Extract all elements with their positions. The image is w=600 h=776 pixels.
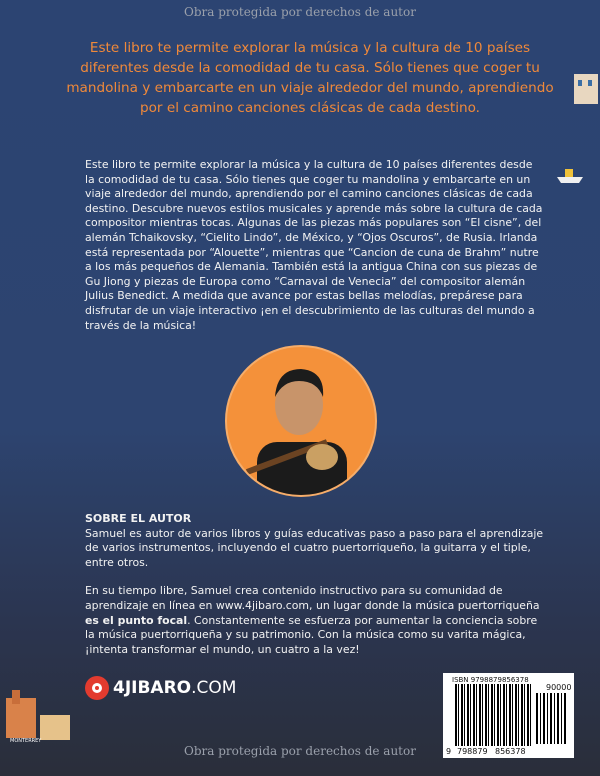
logo-rest: .COM	[191, 678, 237, 698]
description-text: Este libro te permite explorar la música y la cultura de 10 países diferentes desde la comodidad de tu casa. Sólo tienes que coger tu mandolina y embarcarte en un viaje alrededor del mundo, aprendiendo por el camino canciones clásicas de cada destino. Descubre nuevos estilos musicales y aprende más sobre la cultura de cada compositor mientras tocas. Algunas de las piezas más populares son “El cisne”, del alemán Tchaikovsky, “Cielito Lindo”, de México, y “Ojos Oscuros”, de Rusia. Irlanda está representada por “Alouette”, mientras que “Cancion de cuna de Brahm” nutre a los más pequeños de Alemania. También está la antigua China con sus piezas de Gu Jiong y piezas de Europa como “Carnaval de Venecia” del compositor alemán Julius Benedict. A medida que avance por estas bellas melodías, prepárese para disfrutar de un viaje interactivo ¡en el descubrimiento de las culturas del mundo a través de la música!	[85, 158, 543, 332]
author-bio-2b: es el punto focal	[85, 613, 188, 627]
author-bio-2	[85, 584, 545, 657]
price-code: 90000	[546, 683, 572, 692]
logo-bold: 4JIBARO	[113, 678, 192, 698]
price-bars	[536, 693, 568, 744]
watermark-top: Obra protegida por derechos de autor	[184, 5, 416, 19]
barcode-digits-1: 798879	[457, 747, 488, 756]
intro-text: Este libro te permite explorar la música y la cultura de 10 países diferentes desde la comodidad de tu casa. Sólo tienes que coger tu mandolina y embarcarte en un viaje alrededor del mundo, aprendiendo por el camino canciones clásicas de cada destino.	[66, 40, 554, 116]
isbn-text: ISBN 9798879856378	[452, 676, 529, 684]
city-label: MONTERREY	[10, 738, 42, 744]
barcode-lead-digit: 9	[446, 747, 452, 756]
author-avatar	[225, 345, 377, 497]
barcode-digits-2: 856378	[495, 747, 526, 756]
watermark-bottom: Obra protegida por derechos de autor	[184, 744, 416, 758]
author-bio-2a: En su tiempo libre, Samuel crea contenido instructivo para su comunidad de aprendizaje en línea en www.4jibaro.com, un lugar donde la música puertorriqueña	[85, 584, 540, 612]
about-author	[85, 512, 545, 671]
logo-icon	[85, 676, 109, 700]
boat-illustration	[555, 165, 585, 189]
description	[85, 158, 545, 347]
author-bio-2c: . Constantemente se esfuerza por aumentar la conciencia sobre la música puertorriqueña y su patrimonio. Con la música como su varita mágica, ¡intenta transformar el mundo, un cuatro a la vez!	[85, 613, 538, 656]
building-illustration	[572, 68, 600, 112]
author-bio: Samuel es autor de varios libros y guías educativas paso a paso para el aprendizaje de varios instrumentos, incluyendo el cuatro puertorriqueño, la guitarra y el tiple, entre otros.	[85, 526, 544, 569]
publisher-logo	[85, 676, 236, 700]
author-heading: SOBRE EL AUTOR	[85, 512, 192, 525]
barcode-bars	[455, 684, 531, 746]
